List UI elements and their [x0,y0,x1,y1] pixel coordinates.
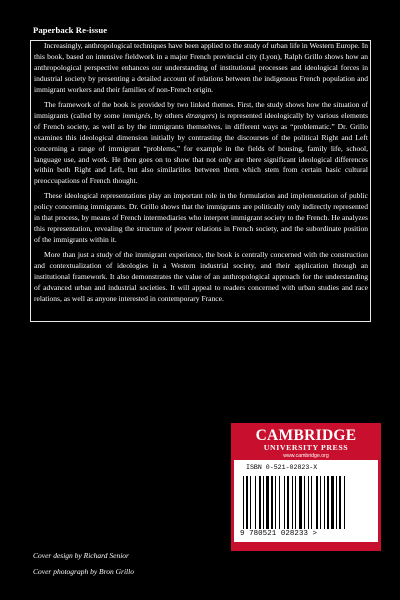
paragraph-2-part-c: ) is represented ideologically by various elements of French society, as well as by the immigrants themselves, in different ways as “problematic.” Dr. Grillo examines this ideological dimension initially by contrasting the discourses of the political Right and Left concerning a range of immigrant “problems,” for example in the fields of housing, family life, school, language use, and work. He then goes on to show that not only are there significant ideological differences within both Right and Left, but also similarities between them which stem from certain basic cultural preoccupations of French thought. [34,110,369,186]
paragraph-2 [34,100,368,188]
term-immigres: immigrés, [122,110,153,120]
paperback-reissue-label: Paperback Re-issue [33,25,108,35]
cover-design-credit: Cover design by Richard Senior [33,551,129,560]
barcode-icon [243,476,375,529]
cover-photo-credit: Cover photograph by Bron Grillo [33,567,134,576]
paragraph-4: More than just a study of the immigrant experience, the book is centrally concerned with the construction and contextualization of ideologies in a Western industrial society, and their application through an institutional framework. It also demonstrates the value of an anthropological approach for the understanding of advanced urban and industrial societies. It will appeal to readers concerned with urban studies and race relations, as well as anyone interested in contemporary France. [34,250,368,303]
paragraph-1: Increasingly, anthropological techniques have been applied to the study of urban life in Western Europe. In this book, based on intensive fieldwork in a major French provincial city (Lyon), Ralph Grillo shows how an anthropological perspective enhances our understanding of institutional processes and ideological forces in industrial society by presenting a detailed account of relations between the indigenous French population and immigrant workers and their families of non-French origin. [34,41,368,94]
paragraph-2-part-a: The framework of the book is provided by two linked themes. First, the study shows how the situation of immigrants (called by some [34,99,368,120]
paragraph-3: These ideological representations play an important role in the formulation and implementation of public policy concerning immigrants. Dr. Grillo shows that the immigrants are politically only indirectly represented in that process, by means of French intermediaries who interpret immigrant society to the French. He analyzes this representation, revealing the structure of power relations in French society, and the subordinate position of the immigrants within it. [34,191,368,245]
term-etrangers: étrangers [185,110,215,120]
publisher-url: www.cambridge.org [283,453,329,459]
isbn-text: ISBN 0-521-02823-X [246,464,318,471]
paragraph-2-part-b: by others [152,110,186,120]
barcode-number: 9 780521 028233 > [240,530,318,538]
publisher-name: CAMBRIDGE [255,427,357,444]
publisher-subtitle: UNIVERSITY PRESS [263,443,349,452]
description-text [34,41,368,309]
